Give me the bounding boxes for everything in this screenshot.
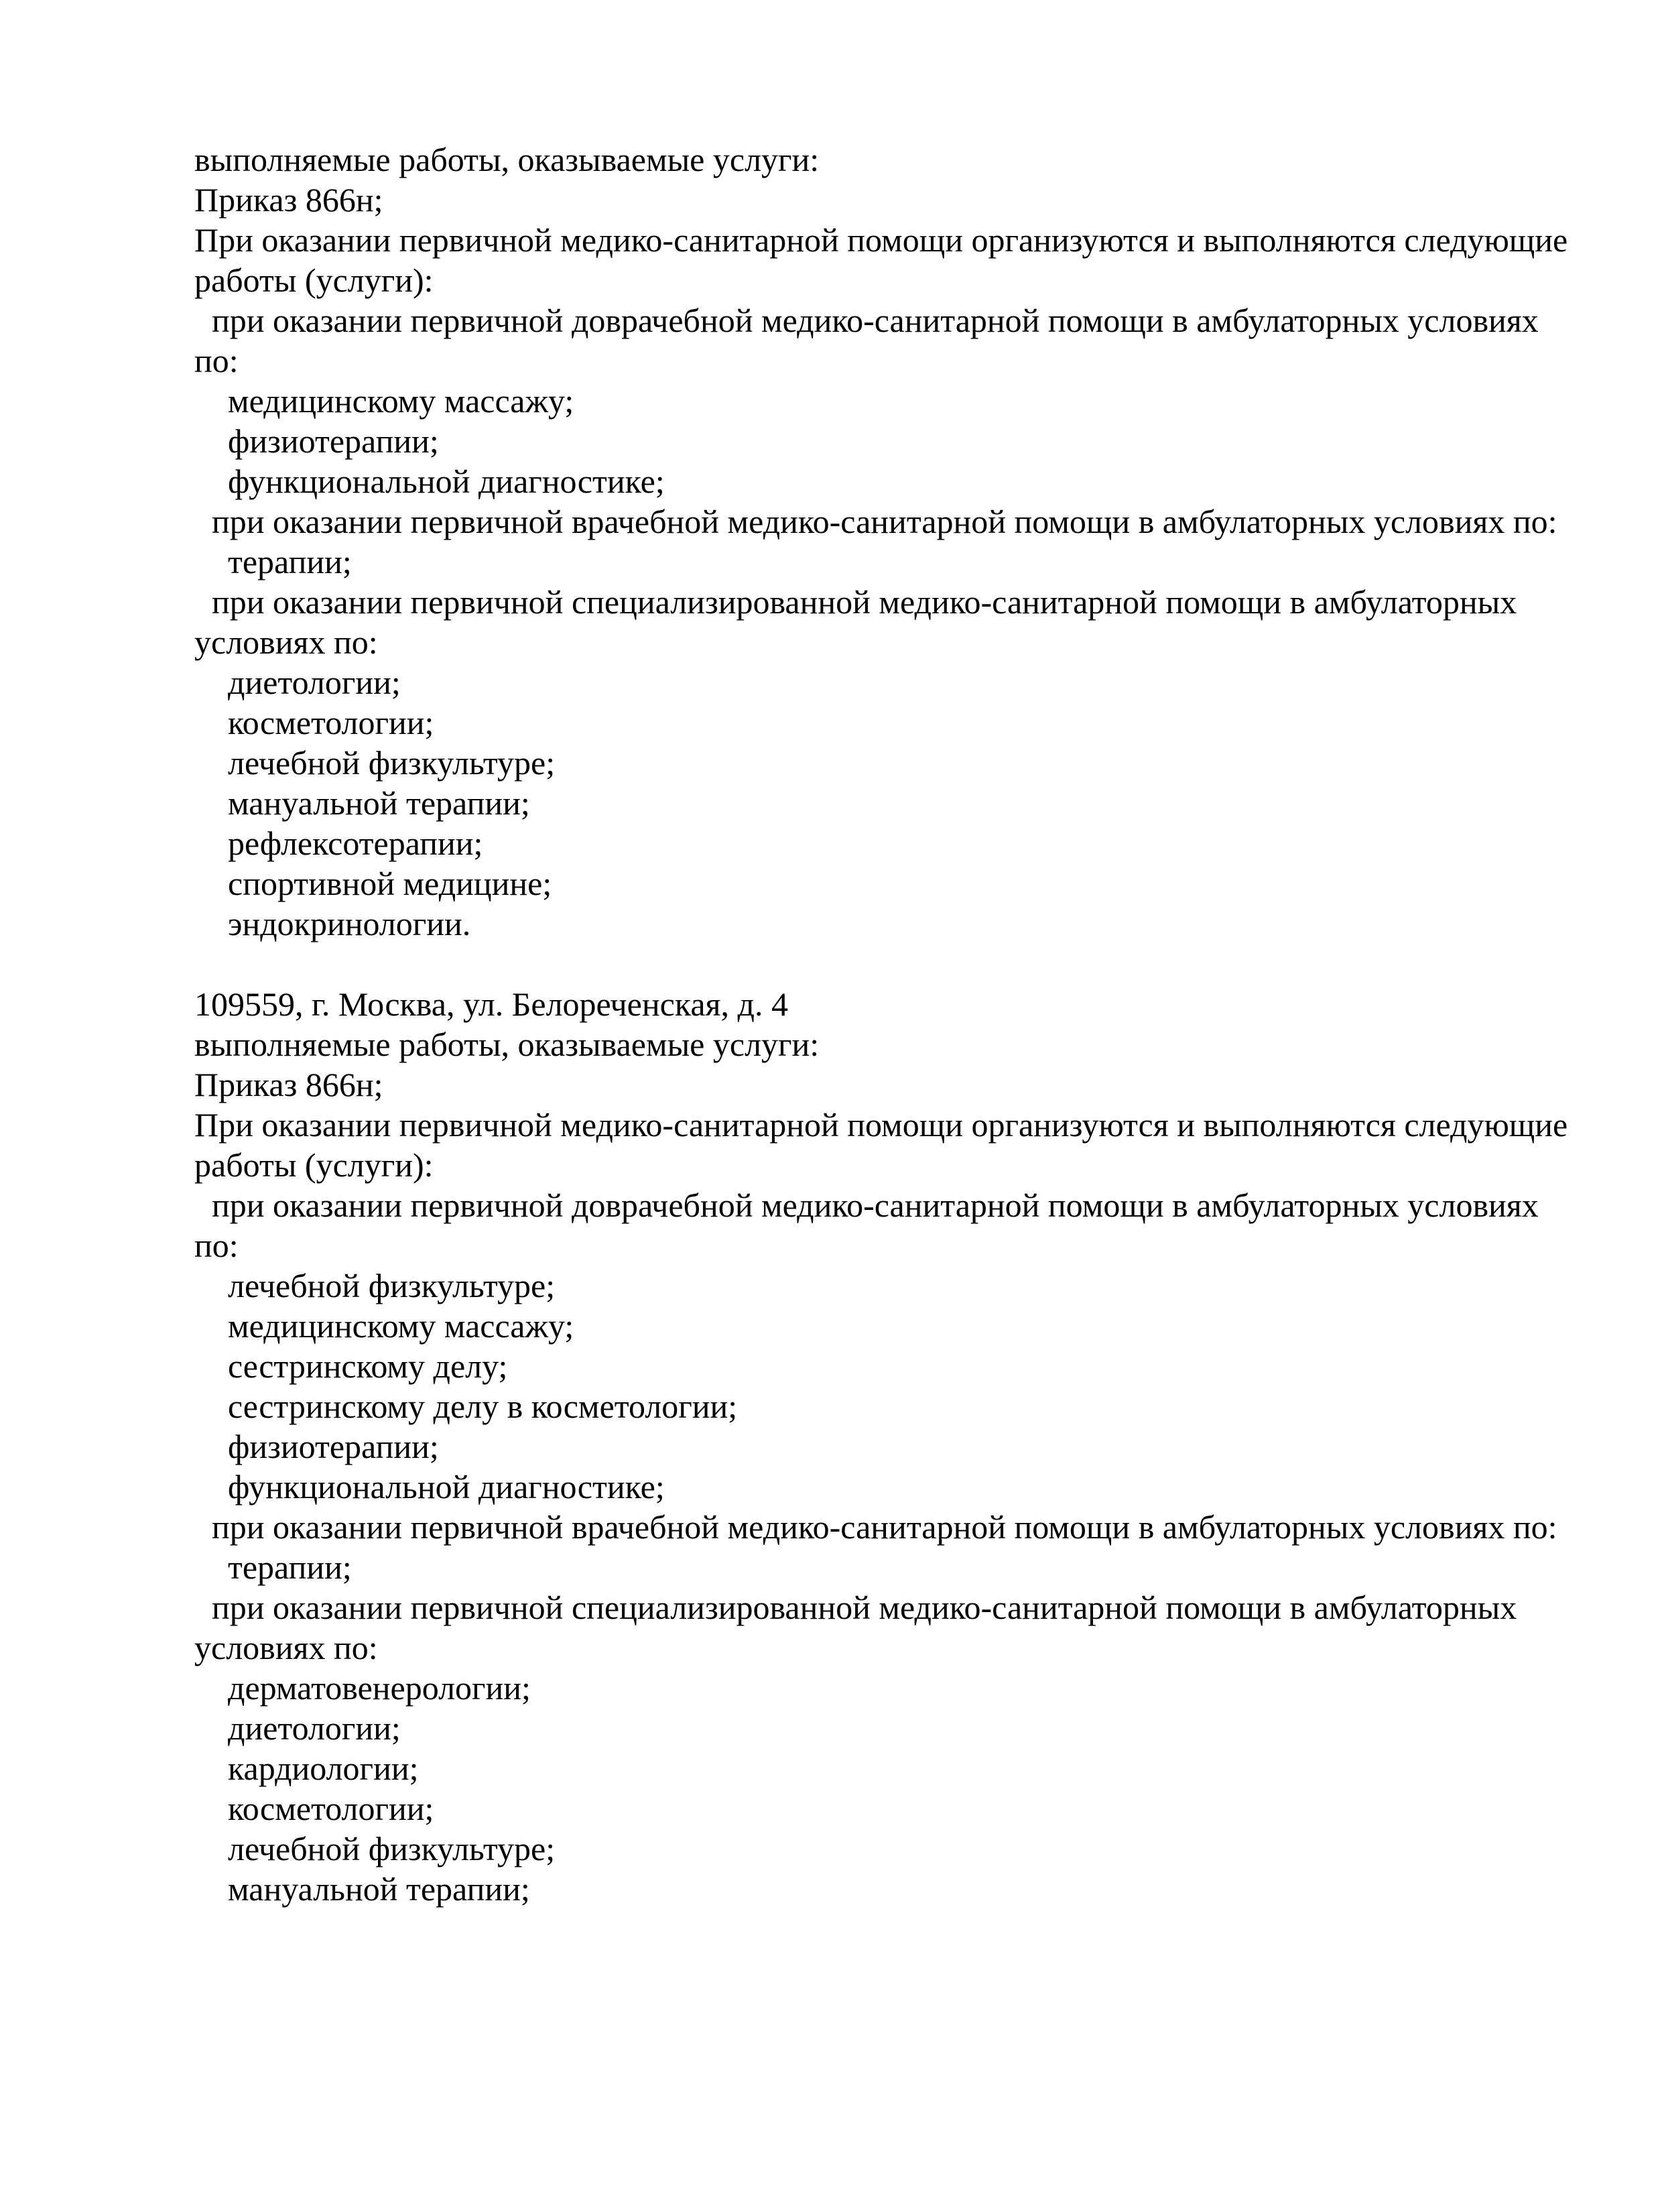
text-line: сестринскому делу в косметологии;: [228, 1388, 738, 1425]
text-line: Приказ 866н;: [194, 181, 383, 219]
text-line: рефлексотерапии;: [228, 824, 483, 862]
text-line: терапии;: [228, 1548, 352, 1586]
text-line: косметологии;: [228, 1790, 434, 1827]
text-line: сестринскому делу;: [228, 1347, 508, 1385]
text-line: 109559, г. Москва, ул. Белореченская, д. 4: [194, 985, 788, 1023]
text-line: по:: [194, 342, 239, 379]
text-line: условиях по:: [194, 1629, 378, 1666]
text-line: косметологии;: [228, 704, 434, 741]
text-line: медицинскому массажу;: [228, 1307, 574, 1345]
text-line: Приказ 866н;: [194, 1066, 383, 1103]
text-line: кардиологии;: [228, 1749, 419, 1787]
text-line: терапии;: [228, 543, 352, 580]
text-line: лечебной физкультуре;: [228, 744, 556, 782]
text-line: при оказании первичной врачебной медико-санитарной помощи в амбулаторных условиях по:: [212, 1508, 1557, 1546]
text-line: работы (услуги):: [194, 261, 434, 299]
text-line: лечебной физкультуре;: [228, 1267, 556, 1304]
text-line: мануальной терапии;: [228, 1870, 530, 1908]
text-line: при оказании первичной специализированной медико-санитарной помощи в амбулаторных: [212, 1589, 1517, 1626]
text-line: мануальной терапии;: [228, 784, 530, 822]
text-line: физиотерапии;: [228, 422, 439, 460]
text-line: спортивной медицине;: [228, 865, 552, 902]
text-line: физиотерапии;: [228, 1428, 439, 1465]
text-line: по:: [194, 1227, 239, 1264]
text-line: лечебной физкультуре;: [228, 1830, 556, 1867]
text-line: при оказании первичной доврачебной медико-санитарной помощи в амбулаторных условиях: [212, 302, 1539, 339]
blank-line: [0, 944, 1662, 984]
text-line: функциональной диагностике;: [228, 463, 665, 500]
text-line: дерматовенерологии;: [228, 1669, 531, 1707]
document-text-block: [0, 139, 1662, 1909]
text-line: при оказании первичной специализированной медико-санитарной помощи в амбулаторных: [212, 583, 1517, 621]
text-line: работы (услуги):: [194, 1146, 434, 1184]
text-line: функциональной диагностике;: [228, 1468, 665, 1506]
text-line: при оказании первичной доврачебной медико-санитарной помощи в амбулаторных условиях: [212, 1186, 1539, 1224]
text-line: условиях по:: [194, 623, 378, 661]
text-line: При оказании первичной медико-санитарной помощи организуются и выполняются следующие: [194, 1106, 1568, 1144]
text-line: при оказании первичной врачебной медико-санитарной помощи в амбулаторных условиях по:: [212, 503, 1557, 540]
text-line: медицинскому массажу;: [228, 382, 574, 420]
text-line: эндокринологии.: [228, 905, 471, 942]
text-line: диетологии;: [228, 664, 401, 701]
text-line: При оказании первичной медико-санитарной помощи организуются и выполняются следующие: [194, 221, 1568, 259]
text-line: выполняемые работы, оказываемые услуги:: [194, 1026, 820, 1063]
text-line: диетологии;: [228, 1709, 401, 1747]
text-line: выполняемые работы, оказываемые услуги:: [194, 141, 820, 178]
